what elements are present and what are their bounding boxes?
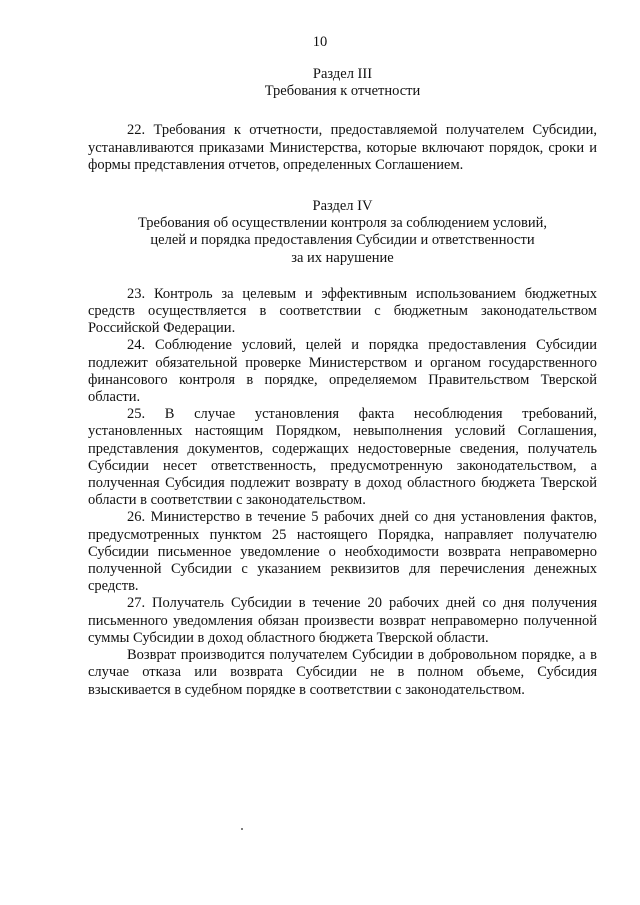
section-4-subtitle-line-3: за их нарушение — [291, 249, 394, 266]
paragraph-27: 27. Получатель Субсидии в течение 20 рабочих дней со дня получения письменного уведомления обязан произвести возврат неправомерно полученной суммы Субсидии в доход областного бюджета Тверской области. — [88, 595, 597, 646]
paragraph-22: 22. Требования к отчетности, предоставляемой получателем Субсидии, устанавливаются приказами Министерства, которые включают порядок, сроки и формы представления отчетов, определенных Соглашением. — [88, 122, 597, 173]
paragraph-26: 26. Министерство в течение 5 рабочих дней со дня установления фактов, предусмотренных пунктом 25 настоящего Порядка, направляет получателю Субсидии письменное уведомление о необходимости возврата неправомерно полученной Субсидии с указанием реквизитов для перечисления денежных средств. — [88, 509, 597, 595]
section-3-subtitle: Требования к отчетности — [264, 83, 421, 100]
paragraph-25: 25. В случае установления факта несоблюдения требований, установленных настоящим Порядком, невыполнения условий Соглашения, представления документов, содержащих недостоверные сведения, получатель Субсидии несет ответственность, предусмотренную законодательством, а полученная Субсидия подлежит возврату в доход областного бюджета Тверской области в соответствии с законодательством. — [88, 406, 597, 509]
document-body — [88, 66, 597, 699]
section-4-title: Раздел IV — [312, 198, 373, 215]
section-3 — [88, 66, 597, 174]
scan-speck — [241, 828, 243, 830]
paragraph-23: 23. Контроль за целевым и эффективным использованием бюджетных средств осуществляется в соответствии с бюджетным законодательством Российской Федерации. — [88, 285, 597, 337]
page-number: 10 — [312, 34, 328, 50]
section-4-subtitle-line-2: целей и порядка предоставления Субсидии и ответственности — [150, 232, 535, 249]
section-4 — [88, 198, 597, 699]
section-3-title: Раздел III — [312, 66, 373, 82]
paragraph-return: Возврат производится получателем Субсидии в добровольном порядке, а в случае отказа или возврата Субсидии не в полном объеме, Субсидия взыскивается в судебном порядке в соответствии с законодательством. — [88, 647, 597, 698]
section-4-subtitle-line-1: Требования об осуществлении контроля за соблюдением условий, — [137, 215, 548, 232]
paragraph-24: 24. Соблюдение условий, целей и порядка предоставления Субсидии подлежит обязательной проверке Министерством и органом государственного финансового контроля в порядке, определяемом Правительством Тверской области. — [88, 337, 597, 406]
